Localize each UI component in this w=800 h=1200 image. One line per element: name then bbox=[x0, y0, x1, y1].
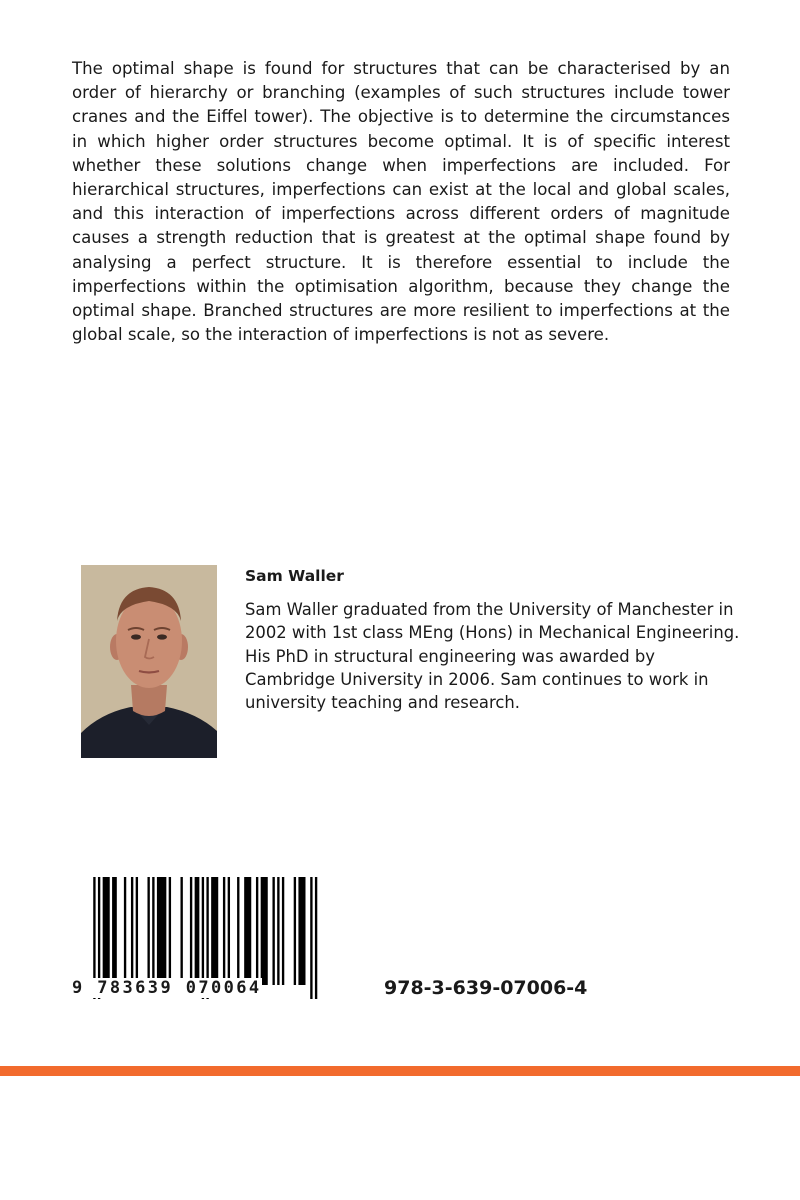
book-description: The optimal shape is found for structures that can be characterised by an order of hierarchy or branching (examples of such structures include tower cranes and the Eiffel tower). The objective is to determine the circumstances in which higher order structures become optimal. It is of specific interest whether these solutions change when imperfections are included. For hierarchical structures, imperfections can exist at the local and global scales, and this interaction of imperfections across different orders of magnitude causes a strength reduction that is greatest at the optimal shape found by analysing a perfect structure. It is therefore essential to include the imperfections within the optimisation algorithm, because they change the optimal shape. Branched structures are more resilient to imperfections at the global scale, so the interaction of imperfections is not as severe. bbox=[72, 59, 730, 345]
barcode-bar bbox=[136, 877, 138, 985]
barcode-bar bbox=[152, 877, 154, 985]
author-bio: Sam Waller graduated from the University of Manchester in 2002 with 1st class MEng (Hons) in Mechanical Engineering. His PhD in structural engineering was awarded by Cambridge University in 2006. Sam continues to work in university teaching and research. bbox=[245, 600, 740, 713]
barcode-bar bbox=[228, 877, 230, 985]
barcode-digits: 9 783639 070064 bbox=[72, 978, 262, 998]
barcode-bar bbox=[103, 877, 110, 985]
barcode-bar bbox=[147, 877, 149, 985]
barcode-bar bbox=[298, 877, 305, 985]
barcode-bar bbox=[294, 877, 296, 985]
accent-band bbox=[0, 1066, 800, 1076]
barcode-bar bbox=[277, 877, 279, 985]
barcode-bar bbox=[223, 877, 225, 985]
barcode-bar bbox=[124, 877, 126, 985]
barcode-bar bbox=[169, 877, 171, 985]
barcode-bar bbox=[112, 877, 117, 985]
barcode-bar bbox=[131, 877, 133, 985]
barcode-bar bbox=[282, 877, 284, 985]
barcode-bar bbox=[157, 877, 166, 985]
author-photo bbox=[81, 565, 217, 758]
barcode-bar bbox=[195, 877, 200, 985]
isbn-number: 978-3-639-07006-4 bbox=[384, 977, 588, 999]
barcode-bar bbox=[211, 877, 218, 985]
barcode-bar bbox=[180, 877, 182, 985]
barcode-bar bbox=[244, 877, 251, 985]
barcode-bar bbox=[190, 877, 192, 985]
barcode-bar bbox=[261, 877, 268, 985]
author-name: Sam Waller bbox=[245, 567, 344, 585]
barcode-bar bbox=[272, 877, 274, 985]
barcode-bar bbox=[237, 877, 239, 985]
barcode-bar bbox=[256, 877, 258, 985]
